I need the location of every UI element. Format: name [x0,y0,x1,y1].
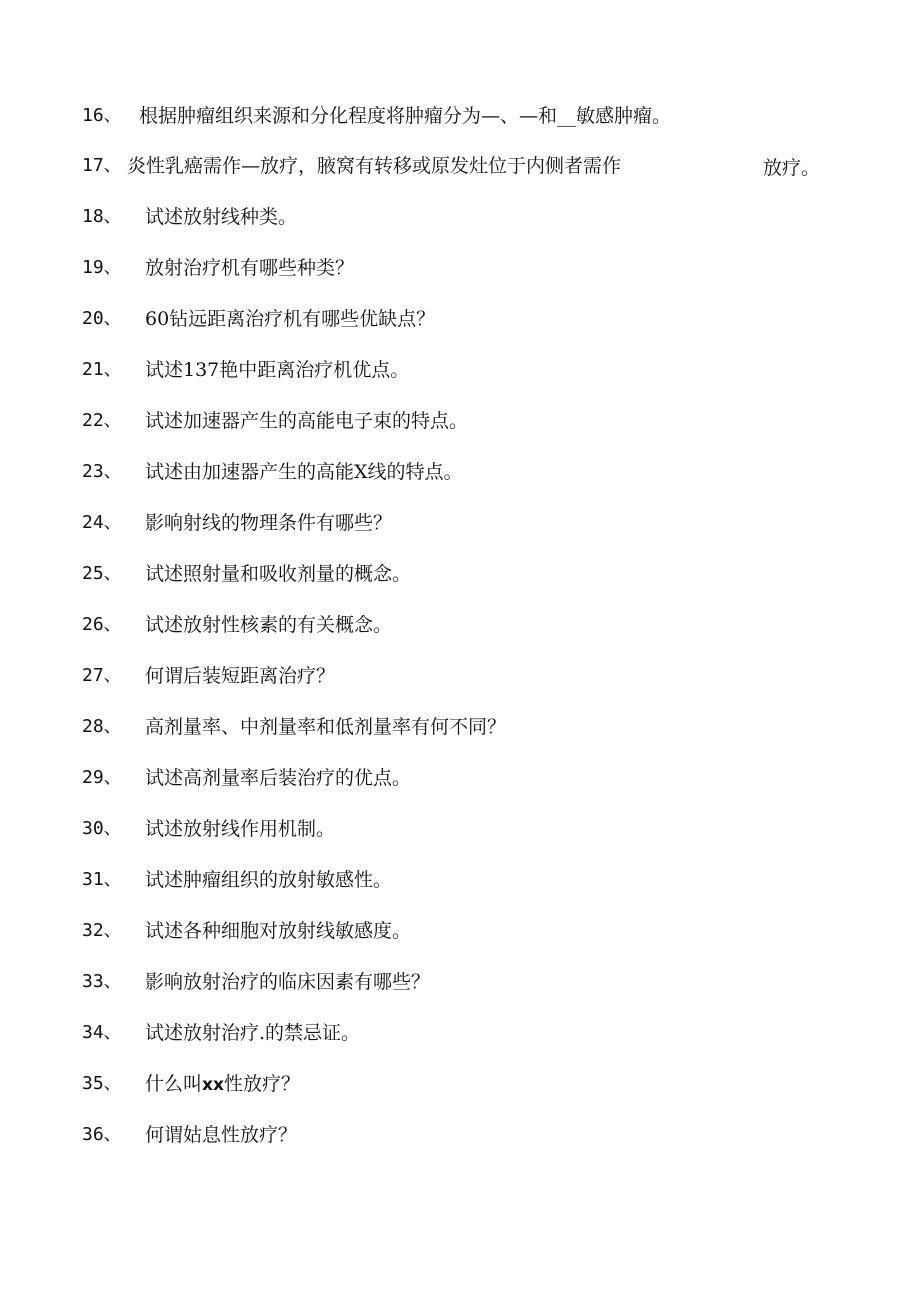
question-number: 21、 [82,359,122,380]
question-text: 试述各种细胞对放射线敏感度。 [145,920,412,942]
question-32 [0,911,920,951]
question-text: 试述137艳中距离治疗机优点。 [145,359,410,381]
question-text: 高剂量率、中剂量率和低剂量率有何不同？ [145,716,507,738]
question-21 [0,350,920,390]
question-25 [0,554,920,594]
question-number: 33、 [82,971,122,992]
question-number: 25、 [82,563,122,584]
question-number: 17、 [82,155,122,176]
question-34 [0,1013,920,1053]
question-16 [0,96,920,136]
question-text: 试述肿瘤组织的放射敏感性。 [145,869,393,891]
question-number: 28、 [82,716,122,737]
question-31 [0,860,920,900]
question-text: 影响射线的物理条件有哪些？ [145,512,393,534]
question-text: 根据肿瘤组织来源和分化程度将肿瘤分为—、—和__敏感肿瘤。 [139,105,672,127]
question-19 [0,248,920,288]
question-text-bold: xx [202,1075,224,1095]
question-24 [0,503,920,543]
question-text: 何谓后装短距离治疗？ [145,665,336,687]
question-35 [0,1064,920,1104]
question-28 [0,707,920,747]
question-17 [0,146,920,186]
question-number: 36、 [82,1124,122,1145]
question-number: 26、 [82,614,122,635]
question-23 [0,452,920,492]
question-text [145,1064,300,1105]
question-text: 试述放射线作用机制。 [145,818,336,840]
question-text: 试述放射性核素的有关概念。 [145,614,393,636]
question-20 [0,299,920,339]
question-text: 60钻远距离治疗机有哪些优缺点？ [145,308,436,330]
question-number: 32、 [82,920,122,941]
question-number: 34、 [82,1022,122,1043]
question-number: 30、 [82,818,122,839]
question-text: 试述加速器产生的高能电子束的特点。 [145,410,469,432]
question-number: 18、 [82,206,122,227]
question-26 [0,605,920,645]
question-text-before: 什么叫 [145,1073,203,1095]
question-number: 35、 [82,1073,122,1094]
question-text: 试述照射量和吸收剂量的概念。 [145,563,412,585]
question-number: 16、 [82,105,122,126]
question-text: 试述放射线种类。 [145,206,298,228]
question-number: 19、 [82,257,122,278]
question-18 [0,197,920,237]
question-number: 31、 [82,869,122,890]
question-text: 炎性乳癌需作—放疗，腋窝有转移或原发灶位于内侧者需作 [127,155,622,177]
question-text: 试述放射治疗.的禁忌证。 [145,1022,361,1044]
question-text: 放射治疗机有哪些种类？ [145,257,355,279]
question-number: 27、 [82,665,122,686]
question-30 [0,809,920,849]
question-27 [0,656,920,696]
question-29 [0,758,920,798]
question-36 [0,1115,920,1155]
question-22 [0,401,920,441]
question-33 [0,962,920,1002]
question-text: 何谓姑息性放疗？ [145,1124,298,1146]
question-number: 29、 [82,767,122,788]
question-number: 20、 [82,308,122,329]
question-text: 影响放射治疗的临床因素有哪些？ [145,971,431,993]
question-text-tail: 放疗。 [763,157,821,179]
question-number: 23、 [82,461,122,482]
question-number: 22、 [82,410,122,431]
question-text: 试述由加速器产生的高能X线的特点。 [145,461,463,483]
question-text: 试述高剂量率后装治疗的优点。 [145,767,412,789]
question-number: 24、 [82,512,122,533]
question-text-after: 性放疗？ [223,1073,300,1095]
